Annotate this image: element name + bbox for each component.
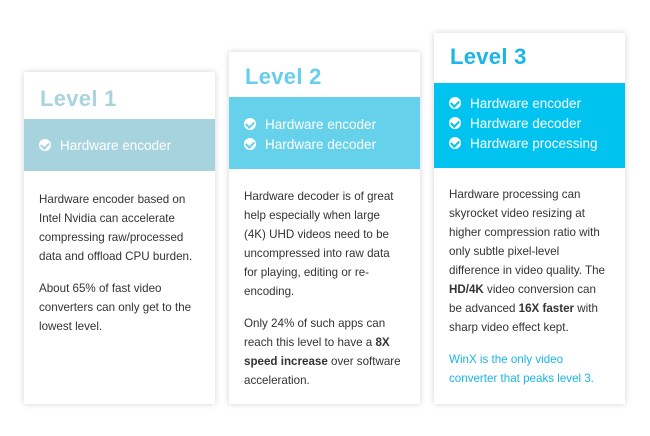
feature-label: Hardware encoder bbox=[60, 137, 172, 153]
level-2-title: Level 2 bbox=[245, 64, 322, 89]
check-circle-icon bbox=[244, 138, 256, 150]
level-3-card bbox=[434, 33, 625, 404]
check-circle-icon bbox=[449, 137, 461, 149]
text-segment: over software acceleration. bbox=[244, 355, 401, 387]
feature-item bbox=[244, 114, 420, 134]
level-2-feature-band bbox=[229, 97, 420, 169]
level-1-paragraph-2: About 65% of fast video converters can only get to the lowest level. bbox=[39, 282, 192, 333]
text-segment: with sharp video effect kept. bbox=[449, 302, 598, 334]
feature-label: Hardware processing bbox=[470, 135, 598, 151]
level-2-paragraph-1: Hardware decoder is of great help especially when large (4K) UHD videos need to be uncompressed into raw data for playing, editing or re-encoding. bbox=[244, 190, 394, 298]
level-2-paragraph-2 bbox=[244, 314, 405, 390]
level-3-feature-band bbox=[434, 83, 625, 168]
level-1-title: Level 1 bbox=[40, 86, 117, 111]
feature-item bbox=[449, 93, 625, 113]
level-1-description bbox=[39, 190, 200, 349]
check-circle-icon bbox=[449, 97, 461, 109]
feature-item bbox=[449, 113, 625, 133]
feature-label: Hardware decoder bbox=[470, 115, 582, 131]
check-circle-icon bbox=[244, 118, 256, 130]
feature-item bbox=[244, 134, 420, 154]
bold-text: 16X faster bbox=[518, 302, 575, 315]
feature-label: Hardware encoder bbox=[470, 95, 582, 111]
level-3-highlight-note: WinX is the only video converter that peaks level 3. bbox=[449, 353, 595, 385]
text-segment: video conversion can be advanced bbox=[449, 283, 596, 315]
check-circle-icon bbox=[449, 117, 461, 129]
feature-item bbox=[449, 133, 625, 153]
level-1-paragraph-1: Hardware encoder based on Intel Nvidia can accelerate compressing raw/processed data and offload CPU burden. bbox=[39, 193, 193, 263]
level-3-title: Level 3 bbox=[450, 44, 527, 69]
level-1-card bbox=[24, 72, 215, 404]
level-3-description bbox=[449, 185, 610, 401]
check-circle-icon bbox=[39, 139, 51, 151]
level-3-paragraph-1 bbox=[449, 185, 610, 337]
text-segment: Hardware processing can skyrocket video resizing at higher compression ratio with only subtle pixel-level difference in video quality. The bbox=[449, 188, 605, 277]
text-segment: Only 24% of such apps can reach this level to have a bbox=[244, 317, 386, 349]
level-1-feature-band bbox=[24, 119, 215, 171]
feature-item bbox=[39, 135, 215, 155]
level-2-card bbox=[229, 52, 420, 404]
feature-label: Hardware decoder bbox=[265, 136, 377, 152]
bold-text: HD/4K bbox=[449, 283, 484, 296]
feature-label: Hardware encoder bbox=[265, 116, 377, 132]
bold-text: 8X speed increase bbox=[244, 336, 390, 368]
level-2-description bbox=[244, 187, 405, 403]
